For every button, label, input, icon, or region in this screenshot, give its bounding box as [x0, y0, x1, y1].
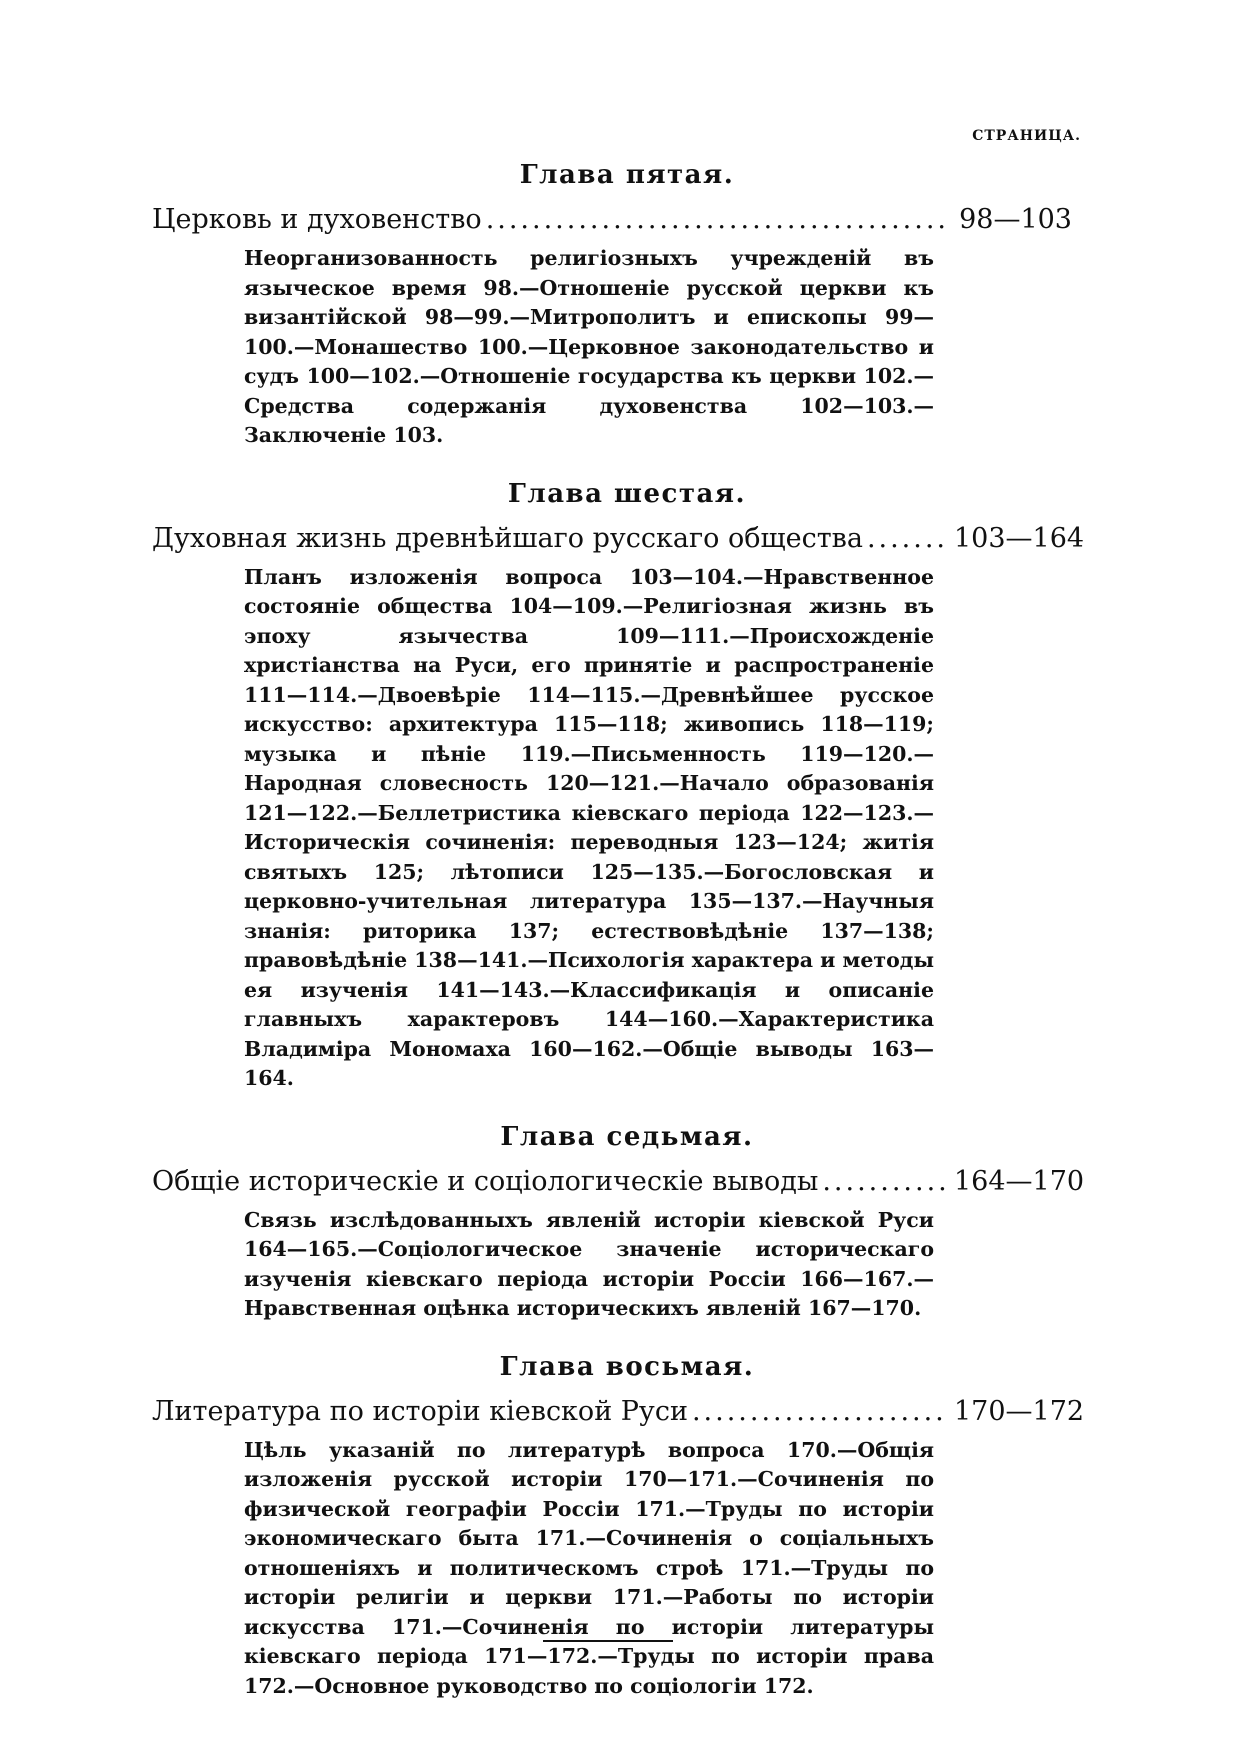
toc-entry-pages: 170—172	[954, 1395, 1085, 1427]
chapter-8	[152, 1351, 1085, 1702]
dot-leader	[867, 521, 946, 557]
toc-entry	[152, 1394, 1085, 1430]
page-column-label: СТРАНИЦА.	[972, 128, 1081, 144]
toc-entry	[152, 202, 1072, 238]
chapter-heading: Глава шестая.	[507, 478, 747, 509]
toc-entry-pages: 98—103	[959, 204, 1072, 235]
chapter-6	[152, 478, 1085, 1094]
dot-leader	[486, 202, 946, 238]
chapter-heading: Глава пятая.	[519, 160, 735, 190]
chapter-summary: Планъ изложенiя вопроса 103—104.—Нравственное состоянiе общества 104—109.—Религiозная жизнь въ эпоху язычества 109—111.—Происхожденiе христiанства на Руси, его принятiе и распространенiе 111—114.—Двоевѣрiе 114—115.—Древнѣйшее русское искусство: архитектура 115—118; живопись 118—119; музыка и пѣнiе 119.—Письменность 119—120.—Народная словесность 120—121.—Начало образованiя 121—122.—Беллетристика кiевскаго перiода 122—123.—Историческiя сочиненiя: переводныя 123—124; житiя святыхъ 125; лѣтописи 125—135.—Богословская и церковно-учительная литература 135—137.—Научныя знанiя: риторика 137; естествовѣдѣнiе 137—138; правовѣдѣнiе 138—141.—Психологiя характера и методы ея изученiя 141—143.—Классификацiя и описанiе главныхъ характеровъ 144—160.—Характеристика Владимiра Мономаха 160—162.—Общiе выводы 163—164.	[244, 564, 934, 1090]
chapter-summary: Связь изслѣдованныхъ явленiй исторiи кiевской Руси 164—165.—Соцiологическое значенiе историческаго изученiя кiевскаго перiода исторiи Россiи 166—167.—Нравственная оцѣнка историческихъ явленiй 167—170.	[244, 1207, 934, 1320]
chapter-summary: Неорганизованность религiозныхъ учрежденiй въ языческое время 98.—Отношенiе русской церкви къ византiйской 98—99.—Митрополитъ и епископы 99—100.—Монашество 100.—Церковное законодательство и судъ 100—102.—Отношенiе государства къ церкви 102.—Средства содержанiя духовенства 102—103.—Заключенiе 103.	[244, 246, 934, 447]
table-of-contents	[152, 160, 1085, 1729]
dot-leader	[822, 1164, 946, 1200]
toc-entry-title: Духовная жизнь древнѣйшаго русскаго общества	[152, 522, 863, 554]
chapter-heading: Глава седьмая.	[500, 1121, 754, 1152]
end-rule	[543, 1640, 673, 1642]
toc-entry-pages: 103—164	[954, 522, 1085, 554]
toc-entry-title: Литература по исторiи кiевской Руси	[152, 1395, 688, 1427]
toc-entry-title: Церковь и духовенство	[152, 204, 482, 235]
toc-entry-title: Общiе историческiе и соцiологическiе выводы	[152, 1165, 819, 1197]
chapter-5	[152, 160, 1072, 451]
chapter-heading: Глава восьмая.	[499, 1351, 755, 1382]
toc-entry	[152, 1164, 1085, 1200]
dot-leader	[692, 1394, 946, 1430]
toc-entry-pages: 164—170	[954, 1165, 1085, 1197]
toc-entry	[152, 521, 1085, 557]
chapter-summary: Цѣль указанiй по литературѣ вопроса 170.—Общiя изложенiя русской исторiи 170—171.—Сочиненiя по физической географiи Россiи 171.—Труды по исторiи экономическаго быта 171.—Сочиненiя о соцiальныхъ отношенiяхъ и политическомъ строѣ 171.—Труды по исторiи религiи и церкви 171.—Работы по исторiи искусства 171.—Сочиненiя по исторiи литературы кiевскаго перiода 171—172.—Труды по исторiи права 172.—Основное руководство по соцiологiи 172.	[244, 1437, 934, 1698]
chapter-7	[152, 1121, 1085, 1324]
